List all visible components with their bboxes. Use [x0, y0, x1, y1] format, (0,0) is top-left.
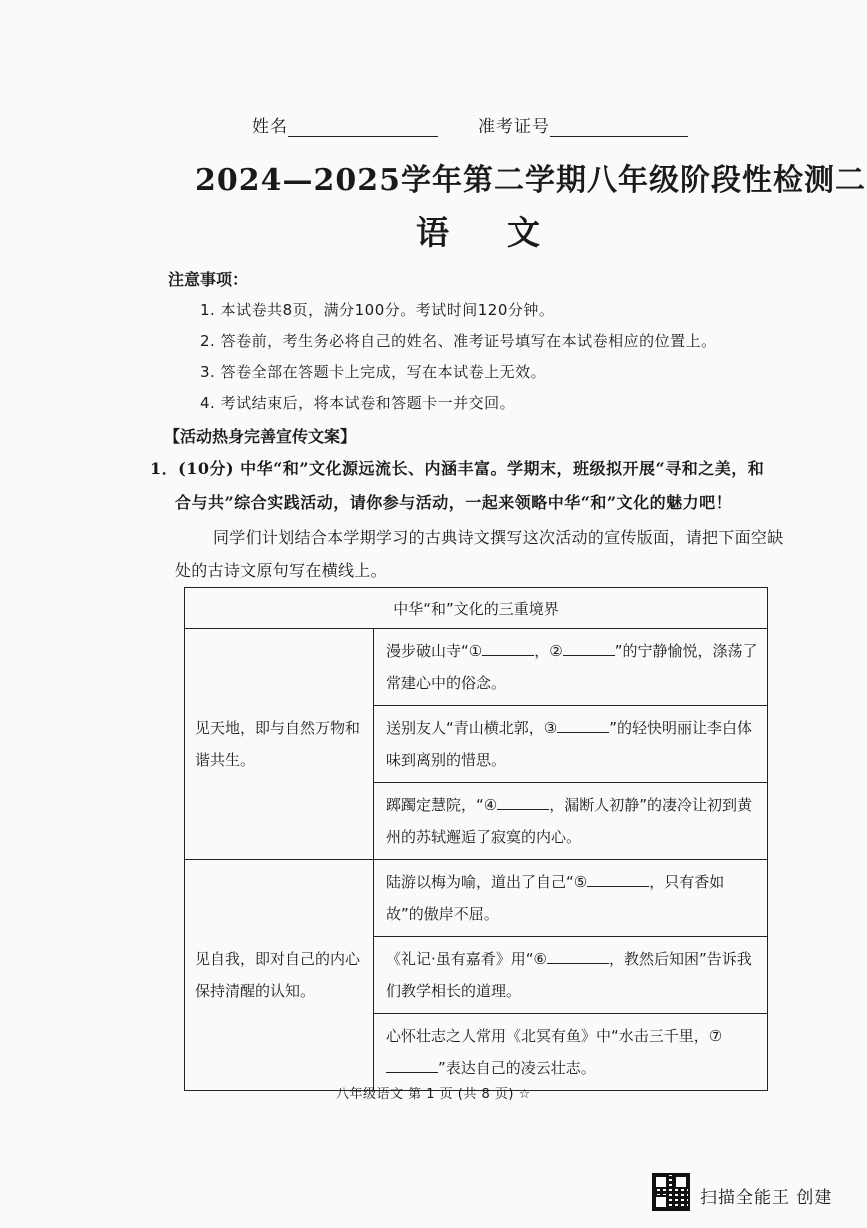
cell-text: 《礼记·虽有嘉肴》用“⑥ — [386, 950, 547, 968]
fill-blank-6[interactable] — [547, 945, 609, 964]
question-para-1: 同学们计划结合本学期学习的古典诗文撰写这次活动的宣传版面，请把下面空缺 — [213, 528, 784, 547]
fill-blank-7[interactable] — [386, 1054, 438, 1073]
subject-title: 语文 — [416, 213, 598, 252]
cell-text: 漫步破山寺“① — [386, 642, 483, 660]
cell-text: 踯躅定慧院，“④ — [386, 796, 498, 814]
cell-text: ”表达自己的凌云壮志。 — [438, 1059, 596, 1077]
table-cell — [374, 706, 768, 783]
realm-label-nature: 见天地，即与自然万物和谐共生。 — [185, 629, 374, 860]
fill-blank-4[interactable] — [497, 791, 549, 810]
note-item: 3. 答卷全部在答题卡上完成，写在本试卷上无效。 — [200, 363, 547, 381]
id-blank — [550, 118, 688, 137]
table-row — [185, 629, 768, 706]
cell-text: ，漏断人初静”的凄冷让初到黄州的苏轼邂逅了寂寞的内心。 — [386, 796, 753, 846]
poetry-table — [184, 587, 768, 1091]
cell-text: 陆游以梅为喻，道出了自己“⑤ — [386, 873, 588, 891]
notes-heading: 注意事项： — [168, 270, 249, 289]
id-field-row — [478, 112, 688, 137]
question-para-2: 处的古诗文原句写在横线上。 — [175, 561, 387, 580]
cell-text: ”的宁静愉悦，涤荡了常建心中的俗念。 — [386, 642, 758, 692]
question-line-1: 1．(10分) 中华“和”文化源远流长、内涵丰富。学期末，班级拟开展“寻和之美，和 — [150, 459, 765, 478]
table-cell — [374, 1014, 768, 1091]
table-cell — [374, 937, 768, 1014]
qr-code-icon — [652, 1173, 690, 1211]
scanner-watermark: 扫描全能王 创建 — [700, 1188, 833, 1208]
cell-text: 送别友人“青山横北郭，③ — [386, 719, 558, 737]
table-cell — [374, 783, 768, 860]
note-item: 4. 考试结束后，将本试卷和答题卡一并交回。 — [200, 394, 516, 412]
name-field-row — [252, 112, 438, 137]
fill-blank-5[interactable] — [587, 868, 649, 887]
question-line-2: 合与共”综合实践活动，请你参与活动，一起来领略中华“和”文化的魅力吧！ — [175, 493, 733, 512]
id-label: 准考证号 — [478, 117, 550, 137]
cell-text: ，教然后知困”告诉我们教学相长的道理。 — [386, 950, 752, 1000]
cell-text: ，只有香如故”的傲岸不屈。 — [386, 873, 725, 923]
cell-text: 心怀壮志之人常用《北冥有鱼》中“水击三千里，⑦ — [386, 1027, 723, 1045]
cell-text: ，② — [534, 642, 563, 660]
table-cell — [374, 629, 768, 706]
exam-title: 2024—2025学年第二学期八年级阶段性检测二 — [195, 163, 866, 198]
name-label: 姓名 — [252, 117, 288, 137]
table-row — [185, 860, 768, 937]
note-item: 2. 答卷前，考生务必将自己的姓名、准考证号填写在本试卷相应的位置上。 — [200, 332, 717, 350]
cell-text: ”的轻快明丽让李白体味到离别的惜思。 — [386, 719, 753, 769]
fill-blank-1[interactable] — [482, 637, 534, 656]
realm-label-self: 见自我，即对自己的内心保持清醒的认知。 — [185, 860, 374, 1091]
fill-blank-3[interactable] — [557, 714, 609, 733]
note-item: 1. 本试卷共8页，满分100分。考试时间120分钟。 — [200, 301, 555, 319]
name-blank — [288, 118, 438, 137]
table-cell — [374, 860, 768, 937]
table-caption-row — [185, 588, 768, 629]
page-footer: 八年级语文 第 1 页 (共 8 页) ☆ — [336, 1087, 531, 1102]
section-heading: 【活动热身完善宣传文案】 — [164, 427, 357, 446]
table-caption: 中华“和”文化的三重境界 — [185, 588, 768, 629]
fill-blank-2[interactable] — [563, 637, 615, 656]
